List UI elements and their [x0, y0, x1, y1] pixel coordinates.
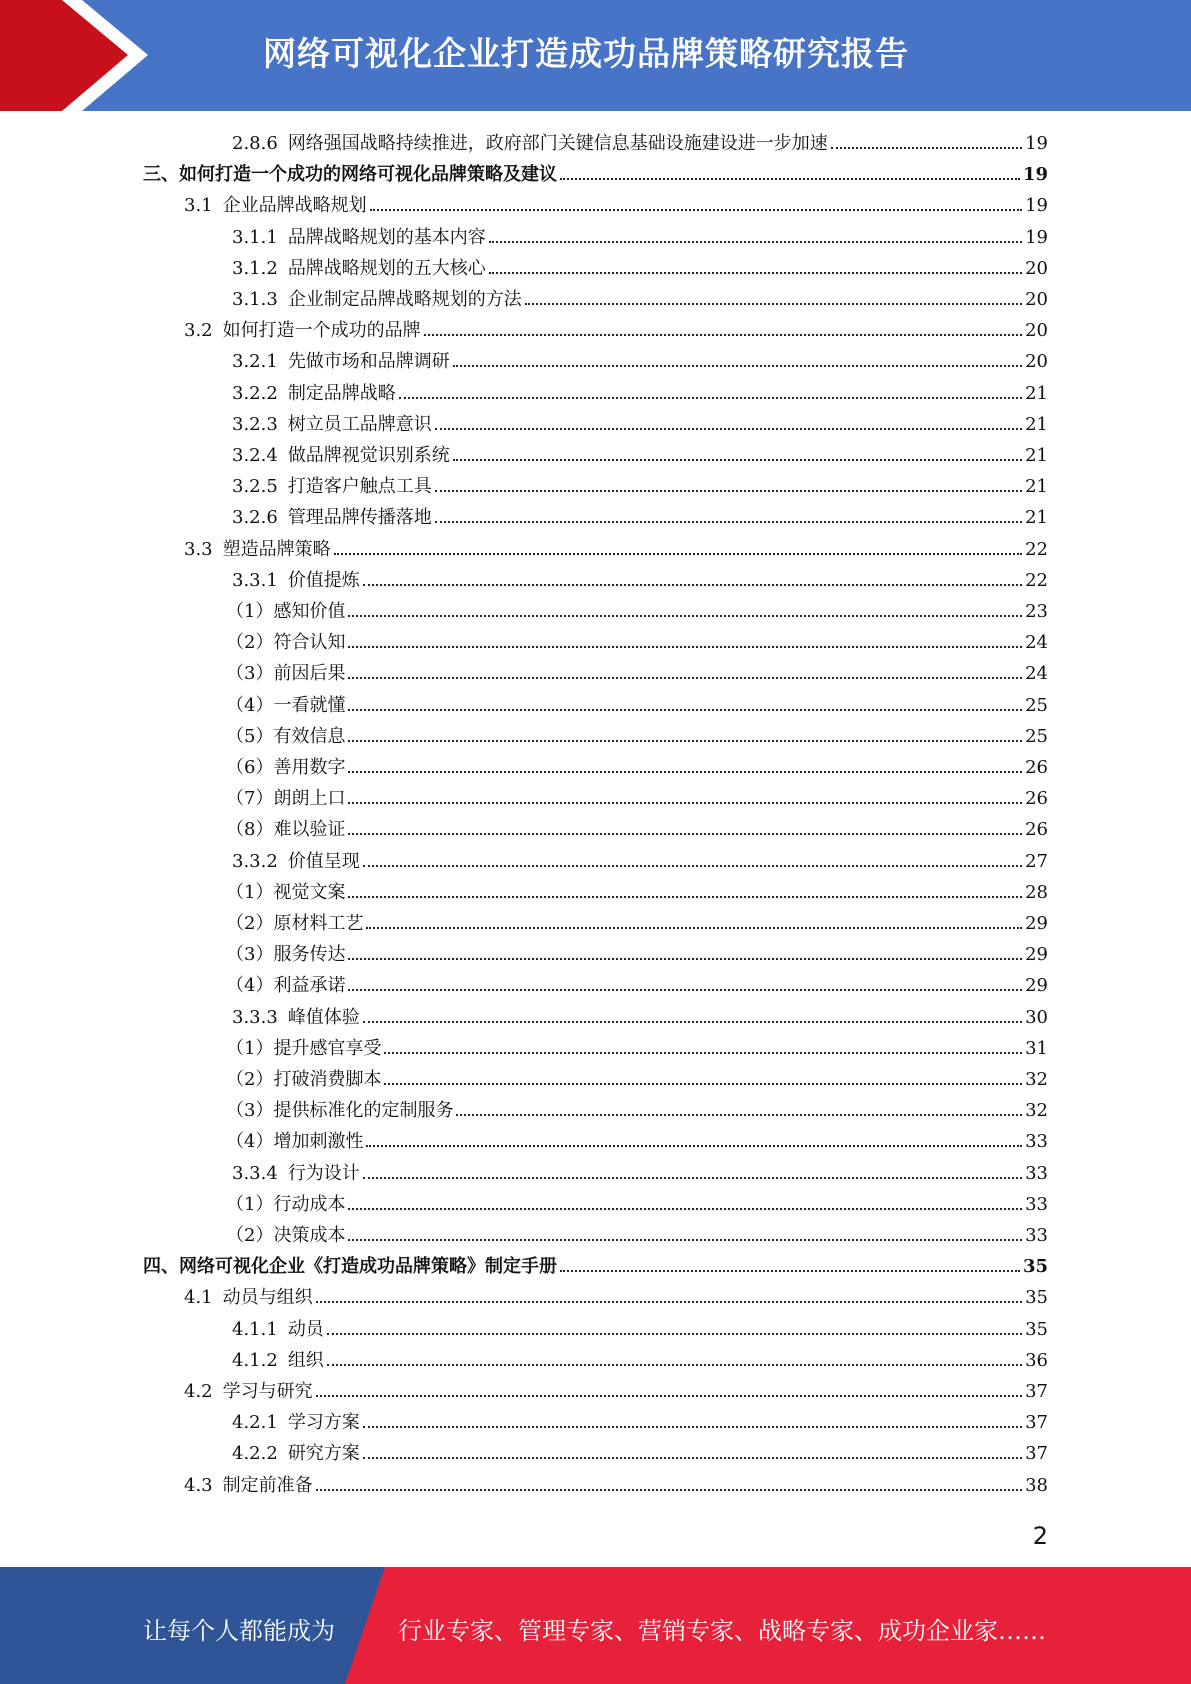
- toc-entry-title: （4）一看就懂: [226, 694, 346, 716]
- toc-entry-page: 20: [1025, 320, 1048, 342]
- toc-entry-page: 23: [1025, 601, 1048, 622]
- toc-entry[interactable]: [232, 1438, 1048, 1469]
- toc-entry[interactable]: [232, 253, 1048, 284]
- toc-dot-leader: [348, 989, 1022, 991]
- toc-entry-page: 24: [1025, 632, 1048, 654]
- toc-dot-leader: [489, 241, 1022, 243]
- toc-entry-page: 29: [1025, 975, 1048, 997]
- toc-entry[interactable]: [226, 970, 1048, 1001]
- toc-entry-title: 树立员工品牌意识: [287, 413, 432, 435]
- toc-entry[interactable]: [184, 1282, 1048, 1313]
- toc-entry[interactable]: [184, 534, 1048, 565]
- toc-dot-leader: [435, 521, 1022, 523]
- toc-dot-leader: [435, 490, 1022, 492]
- toc-entry-page: 25: [1025, 694, 1048, 716]
- toc-entry-number: 2.8.6: [232, 133, 278, 154]
- toc-entry-title: 企业品牌战略规划: [222, 195, 367, 217]
- toc-entry-title: 三、如何打造一个成功的网络可视化品牌策略及建议: [143, 164, 557, 186]
- toc-entry-title: 企业制定品牌战略规划的方法: [287, 289, 522, 310]
- toc-entry-title: 先做市场和品牌调研: [287, 351, 450, 373]
- toc-entry-title: （1）提升感官享受: [226, 1037, 382, 1059]
- toc-dot-leader: [348, 771, 1022, 773]
- toc-entry[interactable]: [143, 159, 1048, 190]
- toc-entry-title: 行为设计: [287, 1162, 360, 1184]
- toc-entry[interactable]: [226, 596, 1048, 627]
- footer-slogan-left: 让每个人都能成为: [143, 1617, 335, 1645]
- toc-entry-page: 35: [1025, 1287, 1048, 1309]
- toc-entry-title: 制定品牌战略: [287, 382, 396, 404]
- toc-entry-page: 22: [1025, 538, 1048, 560]
- toc-entry[interactable]: [226, 1033, 1048, 1064]
- toc-entry-number: 3.2.3: [232, 413, 278, 435]
- toc-entry[interactable]: [226, 1189, 1048, 1220]
- toc-entry-page: 37: [1025, 1412, 1048, 1434]
- toc-entry-number: 3.1.3: [232, 289, 278, 310]
- toc-entry[interactable]: [226, 690, 1048, 721]
- toc-entry-page: 38: [1025, 1474, 1048, 1496]
- toc-entry-page: 28: [1025, 881, 1048, 903]
- toc-dot-leader: [348, 740, 1022, 742]
- toc-entry[interactable]: [184, 1470, 1048, 1501]
- toc-entry[interactable]: [232, 502, 1048, 533]
- toc-entry-title: （2）决策成本: [226, 1225, 346, 1246]
- toc-entry[interactable]: [226, 1064, 1048, 1095]
- toc-dot-leader: [363, 1426, 1022, 1428]
- toc-entry-page: 19: [1025, 195, 1048, 217]
- toc-entry-title: （2）打破消费脚本: [226, 1069, 382, 1090]
- toc-entry-title: 研究方案: [287, 1443, 360, 1465]
- toc-entry-number: 4.2.2: [232, 1443, 278, 1465]
- toc-entry-number: 3.2: [184, 320, 213, 342]
- toc-entry-page: 21: [1025, 476, 1048, 498]
- toc-entry[interactable]: [232, 222, 1048, 253]
- toc-entry-title: 做品牌视觉识别系统: [287, 445, 450, 466]
- toc-entry[interactable]: [232, 846, 1048, 877]
- toc-entry-number: 4.1.1: [232, 1318, 278, 1340]
- toc-entry[interactable]: [232, 565, 1048, 596]
- toc-entry-page: 21: [1025, 445, 1048, 466]
- toc-entry-page: 26: [1025, 788, 1048, 810]
- toc-entry-page: 32: [1025, 1100, 1048, 1122]
- toc-entry[interactable]: [184, 1376, 1048, 1407]
- toc-entry-number: 3.3.3: [232, 1006, 278, 1028]
- toc-dot-leader: [560, 1270, 1020, 1272]
- toc-entry-page: 24: [1025, 663, 1048, 685]
- toc-dot-leader: [348, 615, 1022, 617]
- toc-entry-title: 动员与组织: [222, 1287, 313, 1309]
- toc-entry-title: （2）原材料工艺: [226, 913, 364, 934]
- toc-entry[interactable]: [226, 752, 1048, 783]
- toc-entry-title: （8）难以验证: [226, 819, 346, 841]
- toc-entry-number: 4.3: [184, 1474, 213, 1496]
- toc-dot-leader: [327, 1333, 1022, 1335]
- toc-entry-title: （7）朗朗上口: [226, 788, 346, 810]
- toc-dot-leader: [348, 1239, 1022, 1241]
- toc-dot-leader: [489, 272, 1022, 274]
- toc-entry-number: 3.3.1: [232, 569, 278, 591]
- toc-entry[interactable]: [226, 1126, 1048, 1157]
- toc-entry-title: （5）有效信息: [226, 725, 346, 747]
- toc-dot-leader: [363, 1021, 1022, 1023]
- toc-entry-number: 3.2.5: [232, 476, 278, 498]
- toc-entry-title: 动员: [287, 1318, 324, 1340]
- toc-entry-number: 3.3: [184, 538, 213, 560]
- toc-entry[interactable]: [226, 658, 1048, 689]
- toc-dot-leader: [334, 553, 1022, 555]
- toc-entry[interactable]: [226, 908, 1048, 939]
- toc-entry-page: 36: [1025, 1349, 1048, 1371]
- toc-entry-page: 19: [1022, 164, 1048, 186]
- toc-entry-page: 20: [1025, 257, 1048, 279]
- toc-dot-leader: [363, 584, 1022, 586]
- toc-entry-title: （4）利益承诺: [226, 975, 346, 997]
- toc-dot-leader: [363, 865, 1022, 867]
- toc-entry-title: （3）提供标准化的定制服务: [226, 1100, 454, 1122]
- toc-dot-leader: [424, 334, 1022, 336]
- toc-entry-number: 3.2.1: [232, 351, 278, 373]
- toc-entry-number: 3.2.4: [232, 445, 278, 466]
- toc-entry-page: 19: [1025, 226, 1048, 248]
- footer-banner: [0, 1567, 1191, 1684]
- toc-entry[interactable]: [226, 1095, 1048, 1126]
- toc-entry[interactable]: [232, 378, 1048, 409]
- footer-slogan-right: 行业专家、管理专家、营销专家、战略专家、成功企业家……: [398, 1617, 1046, 1645]
- toc-dot-leader: [384, 1083, 1022, 1085]
- toc-dot-leader: [348, 677, 1022, 679]
- toc-entry[interactable]: [184, 315, 1048, 346]
- toc-entry-page: 33: [1025, 1193, 1048, 1215]
- toc-entry-number: 3.2.2: [232, 382, 278, 404]
- toc-entry-title: （1）视觉文案: [226, 881, 346, 903]
- toc-entry-number: 3.3.4: [232, 1162, 278, 1184]
- toc-entry-page: 33: [1025, 1225, 1048, 1246]
- toc-entry-title: 价值呈现: [287, 850, 360, 872]
- toc-dot-leader: [435, 428, 1022, 430]
- toc-entry[interactable]: [232, 1158, 1048, 1189]
- toc-entry-page: 33: [1025, 1131, 1048, 1153]
- toc-dot-leader: [384, 1052, 1022, 1054]
- toc-entry[interactable]: [232, 128, 1048, 159]
- toc-entry[interactable]: [226, 783, 1048, 814]
- toc-entry-number: 4.1: [184, 1287, 213, 1309]
- toc-entry-title: （4）增加刺激性: [226, 1131, 364, 1153]
- toc-dot-leader: [560, 178, 1020, 180]
- toc-entry[interactable]: [232, 1002, 1048, 1033]
- toc-entry-title: （2）符合认知: [226, 632, 346, 654]
- toc-entry-number: 3.2.6: [232, 507, 278, 529]
- toc-entry[interactable]: [232, 471, 1048, 502]
- toc-dot-leader: [363, 1177, 1022, 1179]
- toc-entry-title: 学习与研究: [222, 1381, 313, 1402]
- toc-entry-title: （6）善用数字: [226, 757, 346, 778]
- toc-entry-page: 26: [1025, 757, 1048, 778]
- toc-entry[interactable]: [184, 190, 1048, 221]
- toc-entry[interactable]: [232, 409, 1048, 440]
- toc-entry[interactable]: [232, 1345, 1048, 1376]
- toc-entry-page: 22: [1025, 569, 1048, 591]
- toc-entry-title: 网络强国战略持续推进，政府部门关键信息基础设施建设进一步加速: [287, 133, 828, 154]
- toc-dot-leader: [370, 209, 1022, 211]
- toc-entry-title: （3）服务传达: [226, 944, 346, 966]
- toc-entry[interactable]: [226, 721, 1048, 752]
- toc-entry-page: 29: [1025, 944, 1048, 966]
- toc-dot-leader: [348, 958, 1022, 960]
- toc-dot-leader: [453, 365, 1022, 367]
- toc-entry-title: 品牌战略规划的基本内容: [287, 226, 486, 248]
- toc-entry-page: 30: [1025, 1006, 1048, 1028]
- toc-entry-page: 21: [1025, 382, 1048, 404]
- toc-entry-title: （3）前因后果: [226, 663, 346, 685]
- toc-entry-page: 27: [1025, 850, 1048, 872]
- toc-entry[interactable]: [226, 627, 1048, 658]
- toc-entry-page: 35: [1022, 1256, 1048, 1278]
- toc-entry[interactable]: [232, 440, 1048, 471]
- toc-entry[interactable]: [226, 1220, 1048, 1251]
- toc-dot-leader: [316, 1489, 1022, 1491]
- toc-entry-page: 35: [1025, 1318, 1048, 1340]
- toc-entry-number: 3.1: [184, 195, 213, 217]
- toc-entry-page: 21: [1025, 413, 1048, 435]
- toc-entry-number: 3.1.2: [232, 257, 278, 279]
- toc-dot-leader: [366, 1145, 1022, 1147]
- toc-entry[interactable]: [232, 1314, 1048, 1345]
- toc-entry[interactable]: [226, 939, 1048, 970]
- toc-dot-leader: [456, 1114, 1022, 1116]
- toc-entry-number: 4.2.1: [232, 1412, 278, 1434]
- toc-entry-page: 32: [1025, 1069, 1048, 1090]
- toc-entry-number: 4.2: [184, 1381, 213, 1402]
- toc-entry-title: 管理品牌传播落地: [287, 507, 432, 529]
- toc-entry[interactable]: [143, 1251, 1048, 1282]
- toc-dot-leader: [453, 459, 1022, 461]
- toc-dot-leader: [831, 147, 1022, 149]
- toc-dot-leader: [348, 896, 1022, 898]
- toc-entry-title: （1）行动成本: [226, 1193, 346, 1215]
- toc-entry-page: 33: [1025, 1162, 1048, 1184]
- toc-entry-title: 制定前准备: [222, 1474, 313, 1496]
- toc-dot-leader: [525, 303, 1022, 305]
- toc-entry-title: 学习方案: [287, 1412, 360, 1434]
- toc-entry[interactable]: [232, 284, 1048, 315]
- page-number: 2: [1032, 1522, 1048, 1550]
- toc-entry[interactable]: [226, 877, 1048, 908]
- toc-entry[interactable]: [232, 346, 1048, 377]
- toc-entry-page: 29: [1025, 913, 1048, 934]
- toc-entry-page: 20: [1025, 351, 1048, 373]
- toc-entry-page: 37: [1025, 1381, 1048, 1402]
- toc-dot-leader: [316, 1301, 1022, 1303]
- toc-entry-title: 打造客户触点工具: [287, 476, 432, 498]
- toc-entry-page: 25: [1025, 725, 1048, 747]
- toc-entry-title: 峰值体验: [287, 1006, 360, 1028]
- toc-entry-number: 3.3.2: [232, 850, 278, 872]
- toc-dot-leader: [366, 927, 1022, 929]
- toc-dot-leader: [399, 397, 1022, 399]
- toc-entry-page: 26: [1025, 819, 1048, 841]
- toc-entry-title: 塑造品牌策略: [222, 538, 331, 560]
- toc-dot-leader: [363, 1457, 1022, 1459]
- toc-entry-title: （1）感知价值: [226, 601, 346, 622]
- toc-entry[interactable]: [226, 814, 1048, 845]
- toc-entry-title: 如何打造一个成功的品牌: [222, 320, 421, 342]
- toc-entry-page: 31: [1025, 1037, 1048, 1059]
- report-title: 网络可视化企业打造成功品牌策略研究报告: [263, 34, 909, 73]
- toc-entry-title: 组织: [287, 1349, 324, 1371]
- toc-dot-leader: [316, 1395, 1022, 1397]
- toc-entry-page: 19: [1025, 133, 1048, 154]
- toc-dot-leader: [348, 709, 1022, 711]
- toc-dot-leader: [348, 1208, 1022, 1210]
- toc-entry-page: 20: [1025, 289, 1048, 310]
- toc-entry-page: 37: [1025, 1443, 1048, 1465]
- toc-dot-leader: [348, 833, 1022, 835]
- toc-entry-page: 21: [1025, 507, 1048, 529]
- header-banner: [0, 0, 1191, 111]
- toc-entry-title: 四、网络可视化企业《打造成功品牌策略》制定手册: [143, 1256, 557, 1278]
- toc-entry-number: 3.1.1: [232, 226, 278, 248]
- toc-dot-leader: [348, 646, 1022, 648]
- toc-dot-leader: [327, 1364, 1022, 1366]
- toc-entry[interactable]: [232, 1407, 1048, 1438]
- toc-entry-number: 4.1.2: [232, 1349, 278, 1371]
- toc-dot-leader: [348, 802, 1022, 804]
- toc-entry-title: 品牌战略规划的五大核心: [287, 257, 486, 279]
- toc-entry-title: 价值提炼: [287, 569, 360, 591]
